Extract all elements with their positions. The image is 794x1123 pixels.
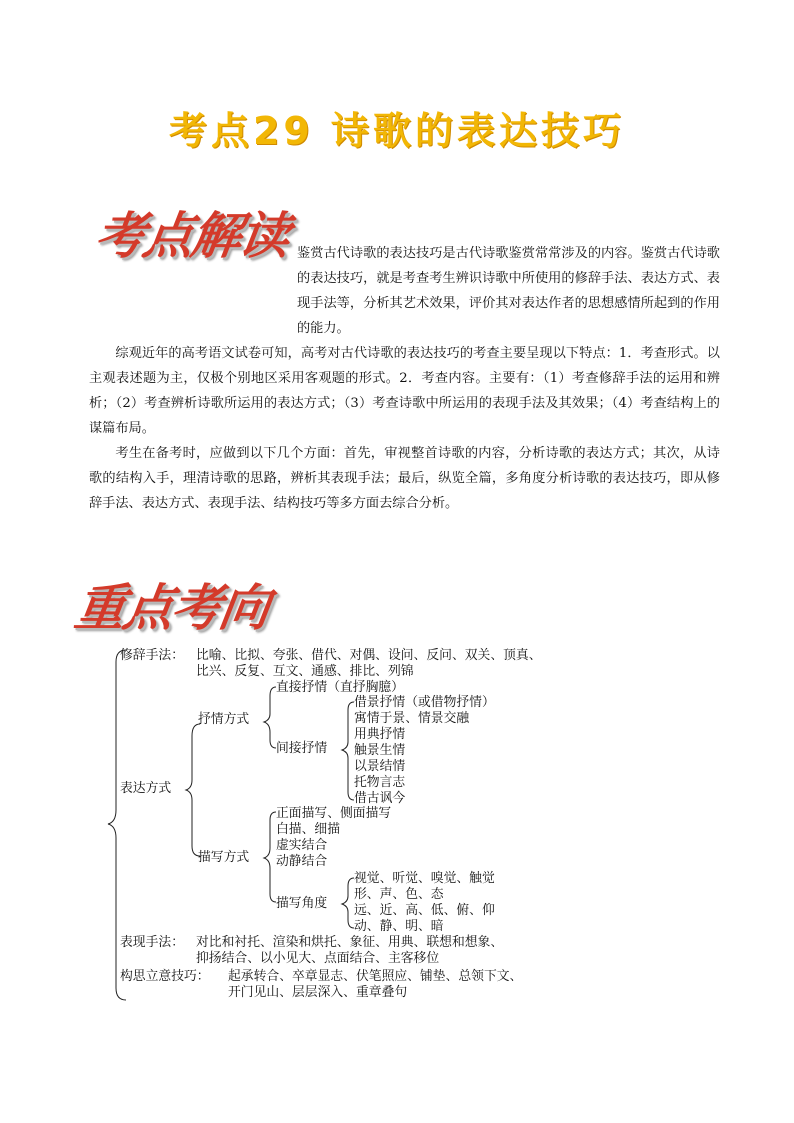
conception-line-2: 开门见山、层层深入、重章叠句 (228, 985, 408, 1000)
expression-technique-line-2: 抑扬结合、以小见大、点面结合、主客移位 (196, 951, 440, 966)
indirect-lyric-label: 间接抒情 (276, 741, 328, 756)
expression-technique-label: 表现手法： (120, 935, 184, 950)
angle-item: 动、静、明、暗 (354, 919, 444, 934)
indirect-item: 借古讽今 (354, 791, 406, 806)
conception-label: 构思立意技巧： (120, 969, 210, 984)
rhetoric-line-2: 比兴、反复、互文、通感、排比、列锦 (196, 664, 414, 679)
description-item: 虚实结合 (276, 838, 328, 853)
expression-label: 表达方式 (120, 781, 172, 796)
technique-tree-diagram (104, 640, 584, 1010)
conception-line-1: 起承转合、卒章显志、伏笔照应、铺垫、总领下文、 (228, 969, 523, 984)
angle-item: 远、近、高、低、俯、仰 (354, 903, 495, 918)
paragraph-2: 综观近年的高考语文试卷可知，高考对古代诗歌的表达技巧的考查主要呈现以下特点：1．考查形式。以主观表述题为主，仅极个别地区采用客观题的形式。2．考查内容。主要有：（1）考查修辞手法的运用和辨析；（2）考查辨析诗歌所运用的表达方式；（3）考查诗歌中所运用的表现手法及其效果；（4）考查结构上的谋篇布局。 (89, 346, 720, 436)
lyric-method-label: 抒情方式 (198, 712, 250, 727)
description-method-label: 描写方式 (198, 850, 250, 865)
paragraph-intro (89, 241, 720, 516)
description-item: 正面描写、侧面描写 (276, 806, 392, 821)
indirect-item: 托物言志 (354, 775, 406, 790)
angle-item: 视觉、听觉、嗅觉、触觉 (354, 871, 495, 886)
section-heading-analysis: 考点解读 (91, 206, 292, 265)
indirect-item: 用典抒情 (354, 727, 406, 742)
angle-item: 形、声、色、态 (354, 887, 444, 902)
paragraph-1: 鉴赏古代诗歌的表达技巧是古代诗歌鉴赏常常涉及的内容。鉴赏古代诗歌的表达技巧，就是考查考生辨识诗歌中所使用的修辞手法、表达方式、表现手法等，分析其艺术效果，评价其对表达作者的思想感情所起到的作用的能力。 (297, 246, 720, 336)
description-angle-label: 描写角度 (276, 896, 328, 911)
indirect-item: 寓情于景、情景交融 (354, 711, 470, 726)
indirect-item: 借景抒情（或借物抒情） (354, 695, 495, 710)
indirect-item: 以景结情 (354, 759, 406, 774)
page-title: 考点29 诗歌的表达技巧 (168, 109, 626, 153)
section-heading-focus: 重点考向 (71, 578, 272, 637)
paragraph-3: 考生在备考时，应做到以下几个方面：首先，审视整首诗歌的内容，分析诗歌的表达方式；其次，从诗歌的结构入手，理清诗歌的思路，辨析其表现手法；最后，纵览全篇，多角度分析诗歌的表达技巧，即从修辞手法、表达方式、表现手法、结构技巧等多方面去综合分析。 (89, 446, 720, 511)
rhetoric-line-1: 比喻、比拟、夸张、借代、对偶、设问、反问、双关、顶真、 (196, 648, 542, 663)
indirect-item: 触景生情 (354, 743, 406, 758)
expression-technique-line-1: 对比和衬托、渲染和烘托、象征、用典、联想和想象、 (196, 935, 504, 950)
rhetoric-label: 修辞手法： (120, 648, 184, 663)
description-item: 白描、细描 (276, 822, 340, 837)
description-item: 动静结合 (276, 854, 328, 869)
direct-lyric: 直接抒情（直抒胸臆） (276, 680, 404, 695)
